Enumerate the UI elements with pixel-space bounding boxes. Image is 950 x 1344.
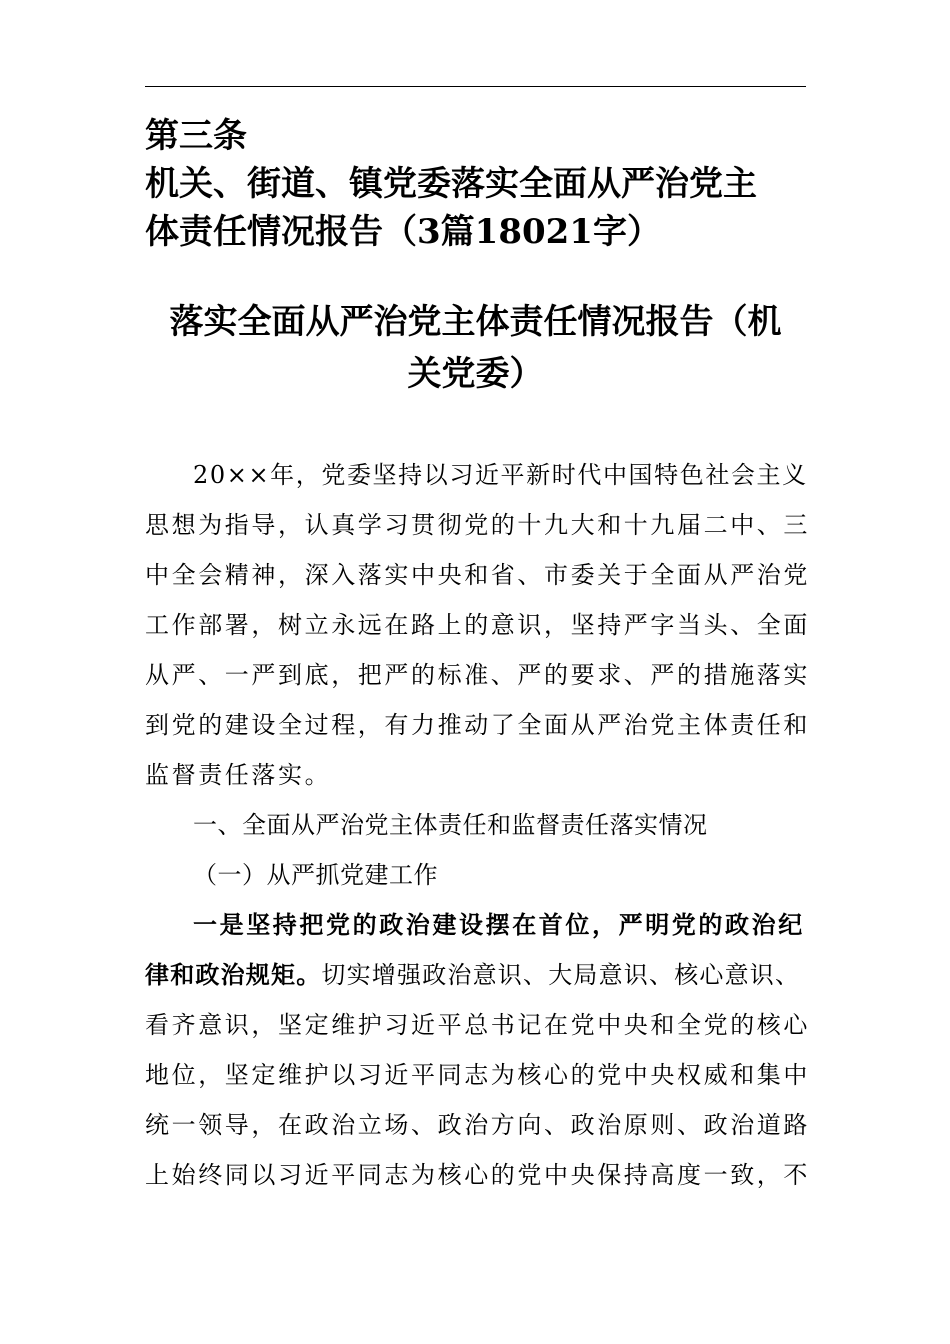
article-label: 第三条 bbox=[145, 116, 247, 156]
paragraph-line: 从严、一严到底，把严的标准、严的要求、严的措施落实 bbox=[145, 661, 810, 689]
paragraph-line: 20××年，党委坚持以习近平新时代中国特色社会主义 bbox=[193, 461, 808, 489]
paragraph-line: 地位，坚定维护以习近平同志为核心的党中央权威和集中 bbox=[145, 1061, 810, 1089]
bold-lead-text: 律和政治规矩。 bbox=[145, 960, 322, 989]
paragraph-line: 中全会精神，深入落实中央和省、市委关于全面从严治党 bbox=[145, 561, 810, 589]
document-title-line-2: 关党委） bbox=[407, 354, 544, 394]
subsection-heading: （一）从严抓党建工作 bbox=[193, 861, 438, 889]
paragraph-line: 监督责任落实。 bbox=[145, 761, 332, 789]
paragraph-line: 思想为指导，认真学习贯彻党的十九大和十九届二中、三 bbox=[145, 511, 810, 539]
document-title bbox=[145, 296, 806, 400]
article-title-line-1: 机关、街道、镇党委落实全面从严治党主 bbox=[145, 164, 757, 204]
header-rule bbox=[145, 86, 806, 87]
paragraph-line: 工作部署，树立永远在路上的意识，坚持严字当头、全面 bbox=[145, 611, 810, 639]
paragraph-line: 统一领导，在政治立场、政治方向、政治原则、政治道路 bbox=[145, 1111, 810, 1139]
section-heading: 一、全面从严治党主体责任和监督责任落实情况 bbox=[193, 811, 708, 839]
paragraph-line: 上始终同以习近平同志为核心的党中央保持高度一致，不 bbox=[145, 1161, 810, 1189]
paragraph-line bbox=[145, 960, 810, 990]
paragraph-line: 看齐意识，坚定维护习近平总书记在党中央和全党的核心 bbox=[145, 1011, 810, 1039]
document-title-line-1: 落实全面从严治党主体责任情况报告（机 bbox=[169, 302, 782, 342]
paragraph-bold-line: 一是坚持把党的政治建设摆在首位，严明党的政治纪 bbox=[193, 910, 805, 939]
paragraph-line: 到党的建设全过程，有力推动了全面从严治党主体责任和 bbox=[145, 711, 810, 739]
article-title-line-2: 体责任情况报告（3篇18021字） bbox=[145, 212, 661, 252]
paragraph-text: 切实增强政治意识、大局意识、核心意识、 bbox=[321, 961, 801, 989]
